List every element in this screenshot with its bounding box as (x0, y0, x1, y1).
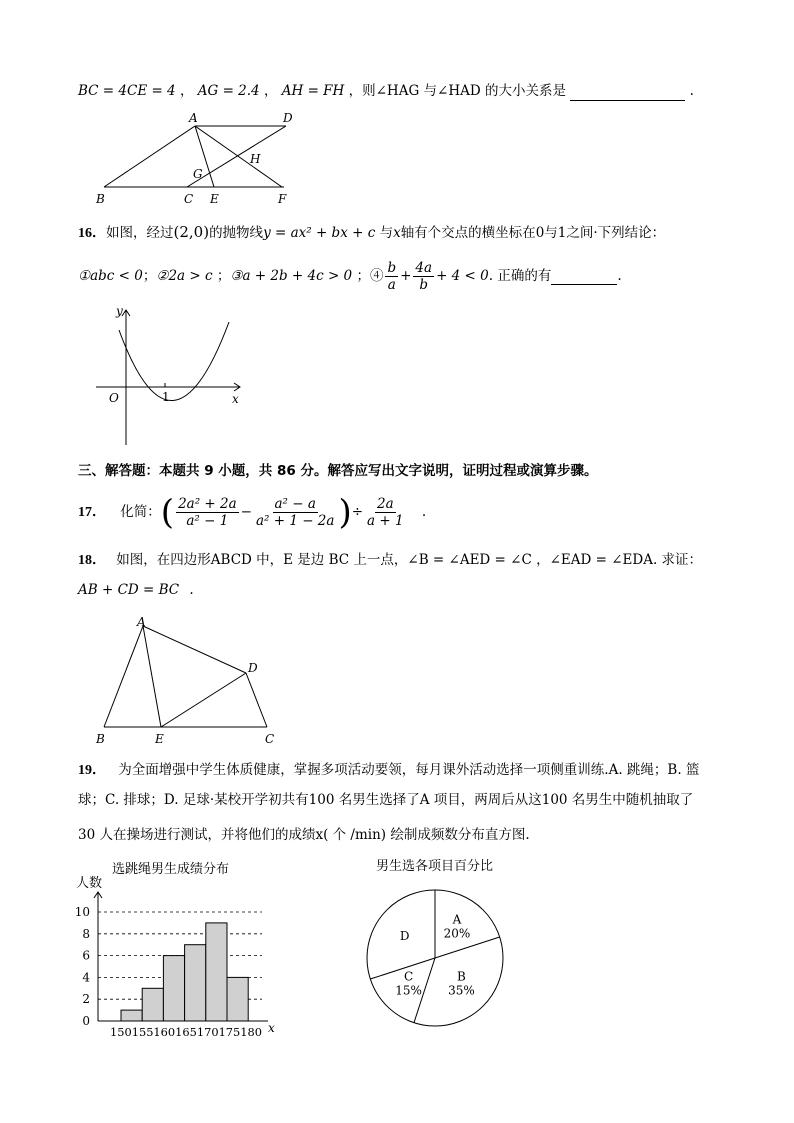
q18-line2: AB + CD = BC . (78, 582, 194, 598)
pie-slice-label: A (452, 912, 462, 927)
fig15-label-e: E (210, 192, 219, 206)
q19-line3: 30 人在操场进行测试，并将他们的成绩x( 个 /min) 绘制成频数分布直方图. (78, 827, 530, 843)
fig18-label-e: E (155, 732, 164, 746)
q16-number: 16． (78, 226, 106, 241)
pie-slice-value: 35% (448, 983, 475, 998)
q15-cond2: AG = 2.4 (197, 83, 260, 99)
q19-line1: 19． 为全面增强中学生体质健康，掌握多项活动要领，每月课外活动选择一项侧重训练.A. 跳绳；B. 篮 (78, 762, 700, 778)
histogram-ytick: 10 (74, 905, 90, 919)
q15-text: ，则∠HAG 与∠HAD 的大小关系是 (348, 83, 566, 99)
fig18-label-a: A (137, 615, 146, 629)
q16-line2: ①abc < 0；②2a > c ；③a + 2b + 4c > 0 ；④ $\frac{b}{a}$ + $\frac{4a}{b}$ + 4 < 0. 正确的有 . (78, 260, 622, 293)
histogram-ytick: 4 (82, 970, 90, 985)
q18-line1: 18． 如图，在四边形ABCD 中，E 是边 BC 上一点，∠B = ∠AED = ∠C ，∠EAD = ∠EDA. 求证： (78, 552, 703, 568)
q17-number: 17． (78, 505, 106, 520)
fig16-label-x: x (232, 392, 239, 406)
q16-line1: 16．如图，经过(2,0)的抛物线y = ax² + bx + c 与x轴有个交点的横坐标在0与1之间·下列结论： (78, 223, 666, 241)
histogram-xlabel: x (268, 1021, 275, 1035)
pie-slice-label: C (403, 969, 414, 984)
section-3-heading: 三、解答题：本题共 9 小题，共 86 分。解答应写出文字说明，证明过程或演算步骤。 (78, 463, 598, 479)
q15-cond1: BC = 4CE = 4 (78, 83, 176, 99)
fig15-label-a: A (189, 111, 198, 125)
fig15-label-c: C (184, 192, 194, 206)
histogram-ytick: 0 (82, 1014, 90, 1028)
fig15-label-h: H (250, 152, 261, 166)
q15-condition-line: BC = 4CE = 4 ， AG = 2.4 ， AH = FH ，则∠HAG 与∠HAD 的大小关系是 . (78, 83, 694, 99)
fig16-label-o: O (109, 391, 119, 405)
histogram-title: 选跳绳男生成绩分布 (112, 862, 230, 877)
pie-slice-divider (370, 958, 435, 979)
q15-cond3: AH = FH (281, 83, 345, 99)
fig15-label-g: G (193, 167, 203, 181)
pie-slice-label: B (457, 969, 466, 984)
fig16-label-1: 1 (162, 390, 170, 404)
pie-slice-value: 20% (443, 926, 471, 941)
pie-title: 男生选各项目百分比 (376, 859, 494, 874)
fig15-label-b: B (96, 192, 105, 206)
fig15-label-d: D (283, 111, 293, 125)
histogram-ytick: 6 (82, 948, 90, 963)
histogram-ytick: 8 (82, 926, 90, 941)
histogram-ytick: 2 (82, 992, 90, 1007)
fig15-label-f: F (278, 192, 287, 206)
fig16-label-y: y (116, 304, 123, 318)
histogram-xtick-labels: 150155160165170175180 (110, 1025, 262, 1039)
fig18-label-c: C (265, 732, 275, 746)
q18-number: 18． (78, 553, 106, 568)
pie-slice-label: D (399, 929, 410, 944)
pie-slice-value: 15% (395, 983, 422, 998)
q19-number: 19． (78, 763, 106, 778)
fig18-label-d: D (248, 661, 258, 675)
fig18-label-b: B (96, 732, 105, 746)
q17-line: 17． 化简：( $\frac{\text{2a² + 2a}}{\text{a² − 1}}$ − $\frac{\text{a² − a}}{\text{a² + 1 − 2a}}$ )÷ $\frac{2a}{a + 1}$ . (78, 492, 427, 533)
q19-line2: 球；C. 排球；D. 足球·某校开学初共有100 名男生选择了A 项目，两周后从这100 名男生中随机抽取了 (78, 792, 694, 808)
histogram-ylabel: 人数 (76, 876, 103, 891)
